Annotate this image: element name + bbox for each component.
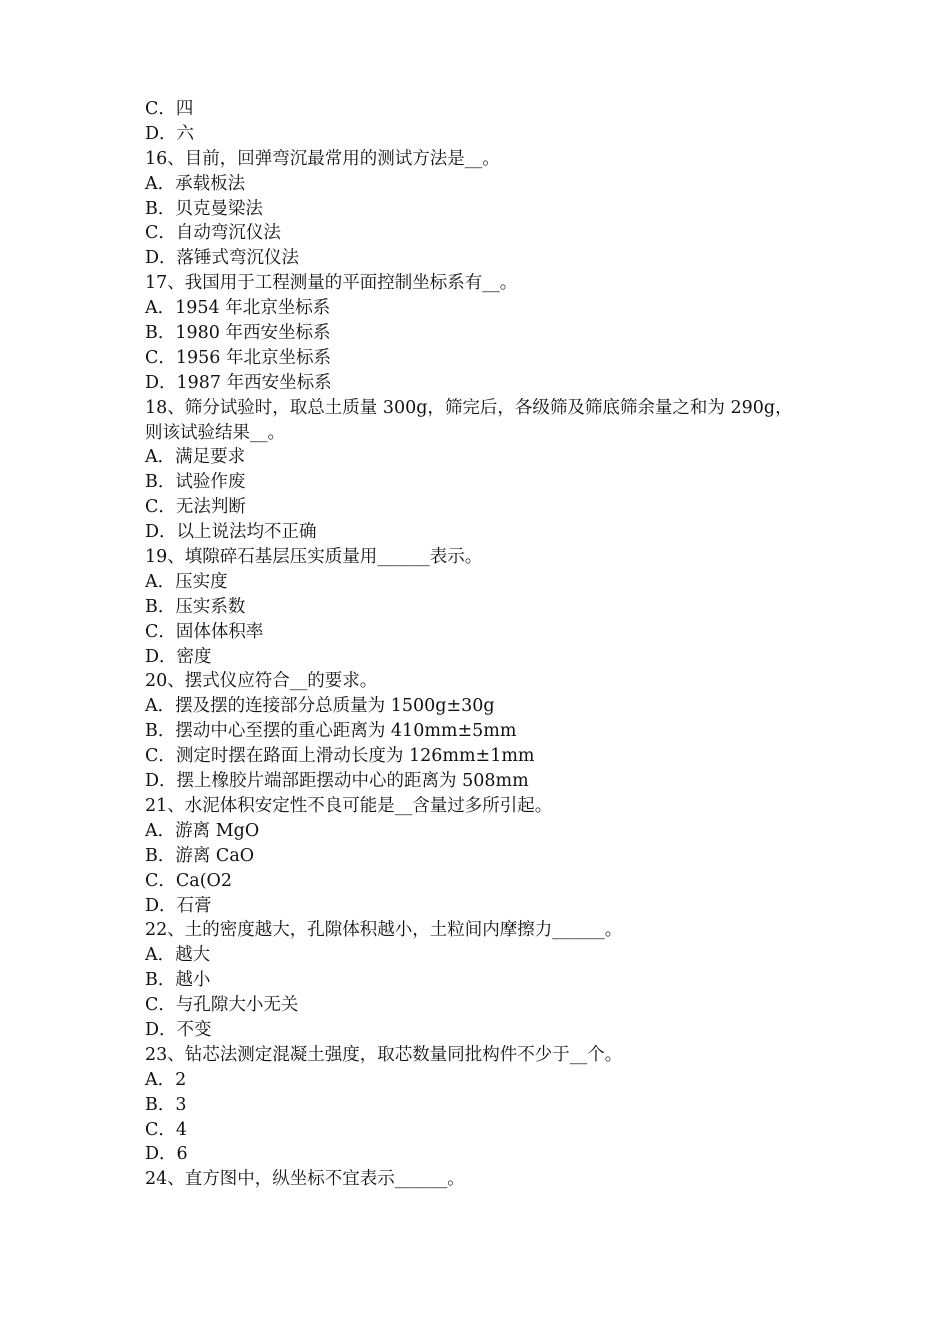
option-b-q21: B．游离 CaO — [145, 845, 255, 866]
question-21: 21、水泥体积安定性不良可能是__含量过多所引起。 — [145, 795, 553, 816]
option-c-q22: C．与孔隙大小无关 — [145, 995, 299, 1016]
question-17: 17、我国用于工程测量的平面控制坐标系有__。 — [145, 273, 518, 294]
option-c-q15: C．四 — [145, 99, 194, 119]
option-b-q19: B．压实系数 — [145, 596, 246, 617]
question-16: 16、目前，回弹弯沉最常用的测试方法是__。 — [145, 148, 500, 169]
question-22: 22、土的密度越大，孔隙体积越小，土粒间内摩擦力______。 — [145, 920, 623, 941]
option-d-q22: D．不变 — [145, 1019, 212, 1040]
option-d-q16: D．落锤式弯沉仪法 — [145, 248, 300, 269]
option-b-q16: B．贝克曼梁法 — [145, 198, 263, 219]
option-a-q20: A．摆及摆的连接部分总质量为 1500g±30g — [145, 696, 495, 717]
question-text-block — [145, 97, 825, 1192]
option-a-q17: A．1954 年北京坐标系 — [145, 298, 331, 319]
question-18: 18、筛分试验时，取总土质量 300g，筛完后，各级筛及筛底筛余量之和为 290g， — [145, 397, 793, 418]
option-a-q16: A．承载板法 — [145, 173, 246, 194]
option-c-q19: C．固体体积率 — [145, 621, 264, 642]
option-c-q23: C．4 — [145, 1119, 188, 1140]
option-b-q20: B．摆动中心至摆的重心距离为 410mm±5mm — [145, 721, 517, 742]
option-c-q17: C．1956 年北京坐标系 — [145, 347, 331, 368]
question-19: 19、填隙碎石基层压实质量用______表示。 — [145, 547, 483, 568]
option-a-q23: A．2 — [145, 1069, 187, 1090]
question-24: 24、直方图中，纵坐标不宜表示______。 — [145, 1169, 465, 1190]
option-b-q17: B．1980 年西安坐标系 — [145, 323, 331, 344]
option-b-q22: B．越小 — [145, 970, 211, 991]
option-d-q19: D．密度 — [145, 646, 212, 667]
option-c-q18: C．无法判断 — [145, 497, 246, 518]
option-c-q21: C．Ca(O2 — [145, 870, 233, 891]
option-d-q15: D．六 — [145, 123, 195, 144]
option-d-q23: D．6 — [145, 1144, 188, 1165]
option-d-q18: D．以上说法均不正确 — [145, 522, 317, 543]
option-c-q16: C．自动弯沉仪法 — [145, 223, 281, 244]
option-b-q23: B．3 — [145, 1094, 187, 1115]
option-a-q18: A．满足要求 — [145, 447, 246, 468]
option-d-q21: D．石膏 — [145, 895, 212, 916]
question-18-continued: 则该试验结果__。 — [145, 422, 285, 443]
option-a-q21: A．游离 MgO — [145, 820, 260, 841]
option-b-q18: B．试验作废 — [145, 472, 246, 493]
option-a-q19: A．压实度 — [145, 571, 228, 592]
question-23: 23、钻芯法测定混凝土强度，取芯数量同批构件不少于__个。 — [145, 1044, 623, 1065]
option-d-q17: D．1987 年西安坐标系 — [145, 372, 332, 393]
option-d-q20: D．摆上橡胶片端部距摆动中心的距离为 508mm — [145, 771, 529, 792]
option-c-q20: C．测定时摆在路面上滑动长度为 126mm±1mm — [145, 746, 535, 767]
question-20: 20、摆式仪应符合__的要求。 — [145, 671, 378, 692]
option-a-q22: A．越大 — [145, 945, 211, 966]
